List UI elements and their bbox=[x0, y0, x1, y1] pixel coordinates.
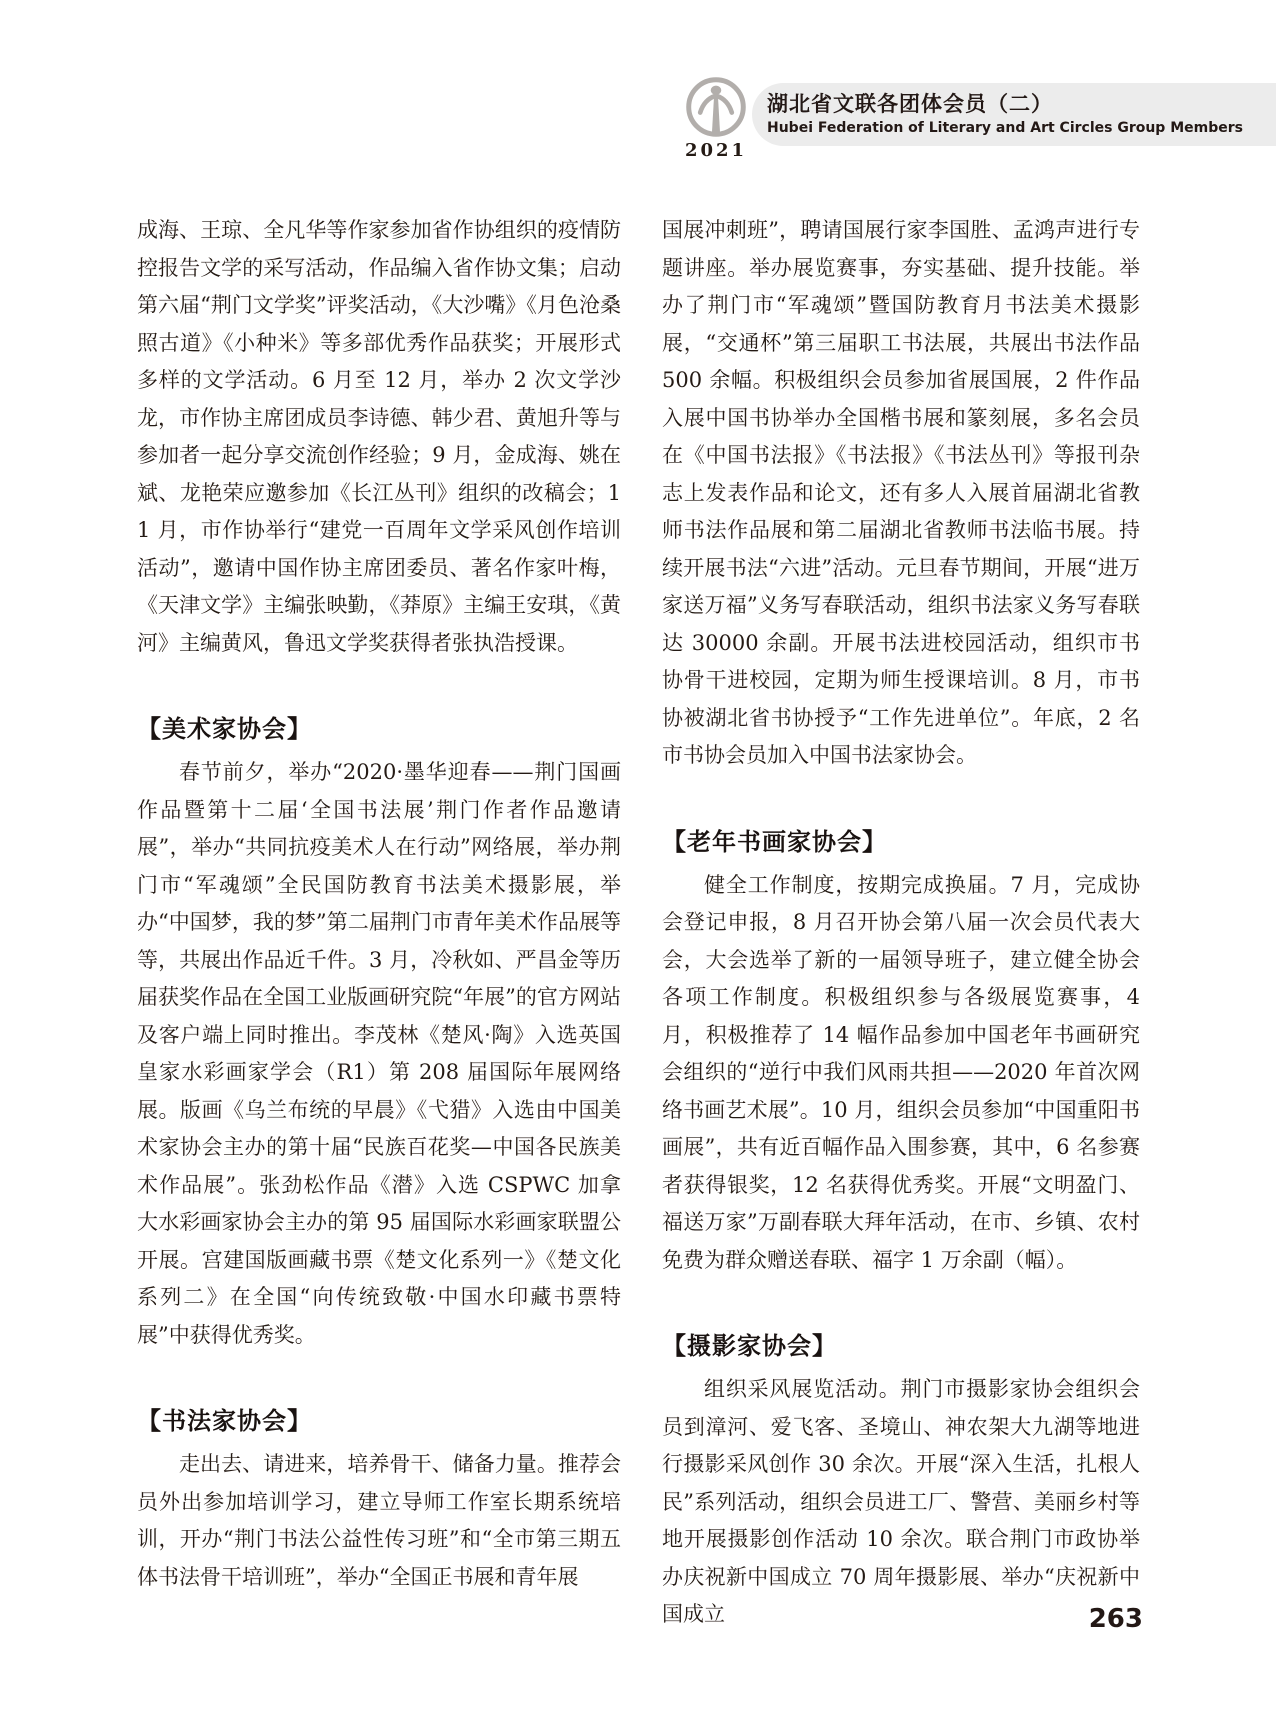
body-paragraph: 成海、王琼、全凡华等作家参加省作协组织的疫情防控报告文学的采写活动，作品编入省作协文集；启动第六届“荆门文学奖”评奖活动，《大沙嘴》《月色沧桑照古道》《小种米》等多部优秀作品获奖；开展形式多样的文学活动。6 月至 12 月，举办 2 次文学沙龙，市作协主席团成员李诗德、韩少君、黄旭升等与参加者一起分享交流创作经验；9 月，金成海、姚在斌、龙艳荣应邀参加《长江丛刊》组织的改稿会；11 月，市作协举行“建党一百周年文学采风创作培训活动”，邀请中国作协主席团委员、著名作家叶梅，《天津文学》主编张映勤，《莽原》主编王安琪，《黄河》主编黄风，鲁迅文学奖获得者张执浩授课。 bbox=[137, 218, 621, 655]
section-heading: 【美术家协会】 bbox=[137, 715, 312, 743]
text-column-left bbox=[137, 212, 621, 1596]
section-heading: 【老年书画家协会】 bbox=[662, 827, 887, 856]
body-paragraph: 春节前夕，举办“2020·墨华迎春——荆门国画作品暨第十二届‘全国书法展’荆门作者作品邀请展”，举办“共同抗疫美术人在行动”网络展，举办荆门市“军魂颂”全民国防教育书法美术摄影展，举办“中国梦，我的梦”第二届荆门市青年美术作品展等等，共展出作品近千件。3 月，冷秋如、严昌金等历届获奖作品在全国工业版画研究院“年展”的官方网站及客户端上同时推出。李茂林《楚风·陶》入选英国皇家水彩画家学会（R1）第 208 届国际年展网络展。版画《乌兰布统的早晨》《弋猎》入选由中国美术家协会主办的第十届“民族百花奖—中国各民族美术作品展”。张劲松作品《潜》入选 CSPWC 加拿大水彩画家协会主办的第 95 届国际水彩画家联盟公开展。宫建国版画藏书票《楚文化系列一》《楚文化系列二》在全国“向传统致敬·中国水印藏书票特展”中获得优秀奖。 bbox=[137, 760, 621, 1347]
header-title-box bbox=[752, 83, 1276, 146]
section-heading: 【书法家协会】 bbox=[137, 1407, 312, 1435]
page-subtitle-en: Hubei Federation of Literary and Art Circles Group Members bbox=[767, 120, 1243, 136]
body-paragraph: 走出去、请进来，培养骨干、储备力量。推荐会员外出参加培训学习，建立导师工作室长期系统培训，开办“荆门书法公益性传习班”和“全市第三期五体书法骨干培训班”，举办“全国正书展和青年展 bbox=[137, 1452, 621, 1589]
header-logo-block bbox=[678, 76, 754, 161]
section-heading: 【摄影家协会】 bbox=[662, 1332, 837, 1360]
page-title: 湖北省文联各团体会员（二） bbox=[767, 92, 1053, 116]
body-paragraph: 国展冲刺班”，聘请国展行家李国胜、孟鸿声进行专题讲座。举办展览赛事，夯实基础、提升技能。举办了荆门市“军魂颂”暨国防教育月书法美术摄影展，“交通杯”第三届职工书法展，共展出书法作品 500 余幅。积极组织会员参加省展国展，2 件作品入展中国书协举办全国楷书展和篆刻展，多名会员在《中国书法报》《书法报》《书法丛刊》等报刊杂志上发表作品和论文，还有多人入展首届湖北省教师书法作品展和第二届湖北省教师书法临书展。持续开展书法“六进”活动。元旦春节期间，开展“进万家送万福”义务写春联活动，组织书法家义务写春联达 30000 余副。开展书法进校园活动，组织市书协骨干进校园，定期为师生授课培训。8 月，市书协被湖北省书协授予“工作先进单位”。年底，2 名市书协会员加入中国书法家协会。 bbox=[662, 218, 1140, 767]
body-paragraph: 健全工作制度，按期完成换届。7 月，完成协会登记申报，8 月召开协会第八届一次会员代表大会，大会选举了新的一届领导班子，建立健全协会各项工作制度。积极组织参与各级展览赛事，4 月，积极推荐了 14 幅作品参加中国老年书画研究会组织的“逆行中我们风雨共担——2020 年首次网络书画艺术展”。10 月，组织会员参加“中国重阳书画展”，共有近百幅作品入围参赛，其中，6 名参赛者获得银奖，12 名获得优秀奖。开展“文明盈门、福送万家”万副春联大拜年活动，在市、乡镇、农村免费为群众赠送春联、福字 1 万余副（幅）。 bbox=[662, 872, 1140, 1272]
logo-year-label: 2021 bbox=[684, 140, 748, 161]
page-number: 263 bbox=[1088, 1604, 1143, 1634]
text-column-right bbox=[662, 212, 1140, 1634]
federation-logo-icon bbox=[685, 76, 747, 138]
body-paragraph: 组织采风展览活动。荆门市摄影家协会组织会员到漳河、爱飞客、圣境山、神农架大九湖等地进行摄影采风创作 30 余次。开展“深入生活，扎根人民”系列活动，组织会员进工厂、警营、美丽乡村等地开展摄影创作活动 10 余次。联合荆门市政协举办庆祝新中国成立 70 周年摄影展、举办“庆祝新中国成立 bbox=[662, 1377, 1140, 1626]
